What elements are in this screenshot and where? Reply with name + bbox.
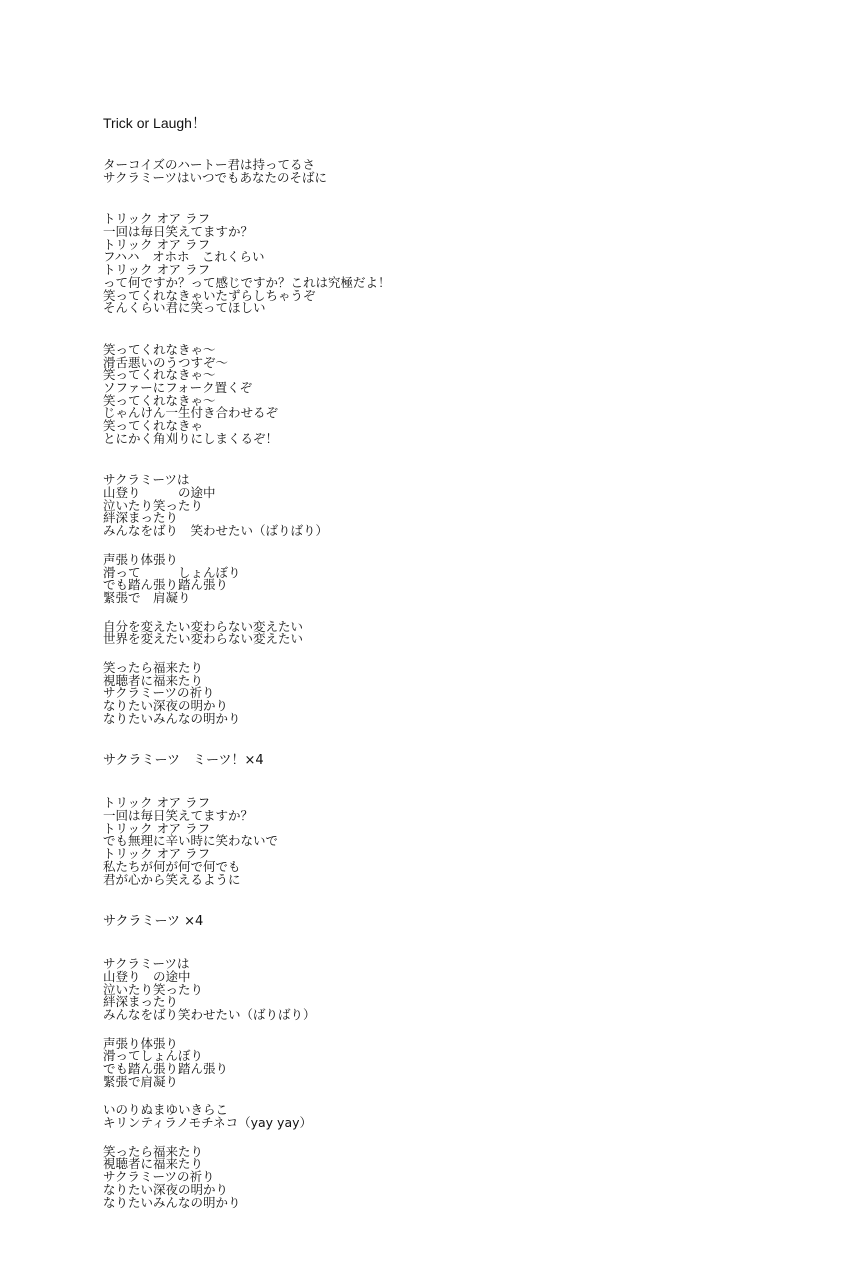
stanza <box>103 797 823 886</box>
lyric-line: トリック オア ラフ <box>103 211 211 227</box>
lyric-line: トリック オア ラフ <box>103 236 211 252</box>
lyric-line: 世界を変えたい変わらない変えたい <box>103 631 304 647</box>
lyric-line: ソファーにフォーク置くぞ <box>103 379 253 395</box>
lyric-line: 緊張で 肩凝り <box>103 589 191 605</box>
lyric-line: 笑ってくれなきゃ〜 <box>103 341 216 357</box>
stanza-gap <box>103 768 823 797</box>
lyric-line: 一回は毎日笑えてますか？ <box>103 808 254 824</box>
lyric-line: 絆深まったり <box>103 510 179 526</box>
lyric-line: いのりぬまゆいきらこ <box>103 1102 229 1118</box>
lyric-line: 滑舌悪いのうつすぞ〜 <box>103 354 229 370</box>
lyric-line: 声張り体張り <box>103 551 179 567</box>
lyric-line: 笑ってくれなきゃ <box>103 418 204 433</box>
stanza-gap <box>103 445 823 474</box>
lyric-line: 泣いたり笑ったり <box>103 981 204 997</box>
stanza <box>103 958 823 1021</box>
stanza <box>103 1104 823 1129</box>
stanza-gap <box>103 184 823 213</box>
lyric-line: でも踏ん張り踏ん張り <box>103 1061 229 1076</box>
lyric-line: サクラミーツの祈り <box>103 685 215 701</box>
lyric-line: じゃんけん一生付き合わせるぞ <box>103 405 279 421</box>
stanza-gap <box>103 646 823 662</box>
stanza-gap <box>103 1130 823 1146</box>
lyric-line: サクラミーツの祈り <box>103 1169 215 1185</box>
lyric-line: 絆深まったり <box>103 994 179 1010</box>
lyric-line: 自分を変えたい変わらない変えたい <box>103 618 304 634</box>
lyric-line: 声張り体張り <box>103 1035 179 1051</box>
lyrics-body <box>103 159 823 1209</box>
lyric-line: 笑ってくれなきゃ〜 <box>103 392 216 408</box>
lyrics-document <box>103 116 823 1209</box>
stanza <box>103 551 823 605</box>
lyric-line: トリック オア ラフ <box>103 795 211 811</box>
refrain-line: サクラミーツ ミーツ！×4 <box>103 753 264 769</box>
lyric-line: キリンティラノモチネコ（yay yay） <box>103 1115 313 1131</box>
stanza <box>103 159 823 184</box>
stanza-gap <box>103 315 823 344</box>
lyric-line: ターコイズのハートー君は持ってるさ <box>103 157 316 172</box>
stanza-gap <box>103 1022 823 1038</box>
lyric-line: 滑って しょんぼり <box>103 564 241 580</box>
lyric-line: 山登り の途中 <box>103 485 216 501</box>
lyric-line: サクラミーツはいつでもあなたのそばに <box>103 169 328 185</box>
lyric-line: 笑ってくれなきゃ〜 <box>103 367 216 383</box>
lyric-line: フハハ オホホ これくらい <box>103 249 265 265</box>
lyric-line: 笑ってくれなきゃいたずらしちゃうぞ <box>103 287 316 303</box>
lyric-line: 滑ってしょんぼり <box>103 1048 204 1064</box>
lyric-line: みんなをばり笑わせたい（ばりばり） <box>103 1006 316 1022</box>
lyric-line: 一回は毎日笑えてますか？ <box>103 224 254 240</box>
lyric-line: 緊張で肩凝り <box>103 1073 179 1089</box>
lyric-line: なりたいみんなの明かり <box>103 1194 241 1210</box>
lyric-line: サクラミーツは <box>103 956 190 972</box>
stanza-gap <box>103 725 823 754</box>
stanza-gap <box>103 538 823 554</box>
refrain-line: サクラミーツ ×4 <box>103 914 204 930</box>
lyric-line: でも無理に辛い時に笑わないで <box>103 833 279 849</box>
lyric-line: なりたいみんなの明かり <box>103 710 241 726</box>
lyric-line: とにかく角刈りにしまくるぞ！ <box>103 430 279 446</box>
lyric-line: って何ですか？って感じですか？これは究極だよ！ <box>103 274 391 290</box>
stanza <box>103 618 823 647</box>
stanza <box>103 341 823 446</box>
lyric-line: 私たちが何が何で何でも <box>103 858 241 874</box>
lyric-line: サクラミーツは <box>103 472 190 488</box>
lyric-line: 泣いたり笑ったり <box>103 497 204 513</box>
stanza <box>103 213 823 315</box>
lyric-line: なりたい深夜の明かり <box>103 698 229 713</box>
lyric-line: 山登り の途中 <box>103 968 191 984</box>
lyric-line: 視聴者に福来たり <box>103 672 204 688</box>
lyric-line: トリック オア ラフ <box>103 262 211 278</box>
lyric-line: でも踏ん張り踏ん張り <box>103 577 229 593</box>
lyric-line: なりたい深夜の明かり <box>103 1181 229 1197</box>
stanza-gap <box>103 886 823 915</box>
lyric-line: 視聴者に福来たり <box>103 1156 204 1172</box>
lyric-line: 笑ったら福来たり <box>103 1143 204 1159</box>
lyric-line: そんくらい君に笑ってほしい <box>103 300 266 316</box>
stanza <box>103 1035 823 1089</box>
document-title: Trick or Laugh！ <box>103 115 206 131</box>
stanza-gap <box>103 929 823 958</box>
lyric-line: トリック オア ラフ <box>103 820 211 836</box>
lyric-line: みんなをばり 笑わせたい（ばりばり） <box>103 523 329 539</box>
stanza <box>103 474 823 537</box>
lyric-line: 笑ったら福来たり <box>103 659 204 675</box>
stanza <box>103 1143 823 1210</box>
lyric-line: 君が心から笑えるように <box>103 871 241 887</box>
lyric-line: トリック オア ラフ <box>103 846 211 862</box>
stanza <box>103 659 823 726</box>
